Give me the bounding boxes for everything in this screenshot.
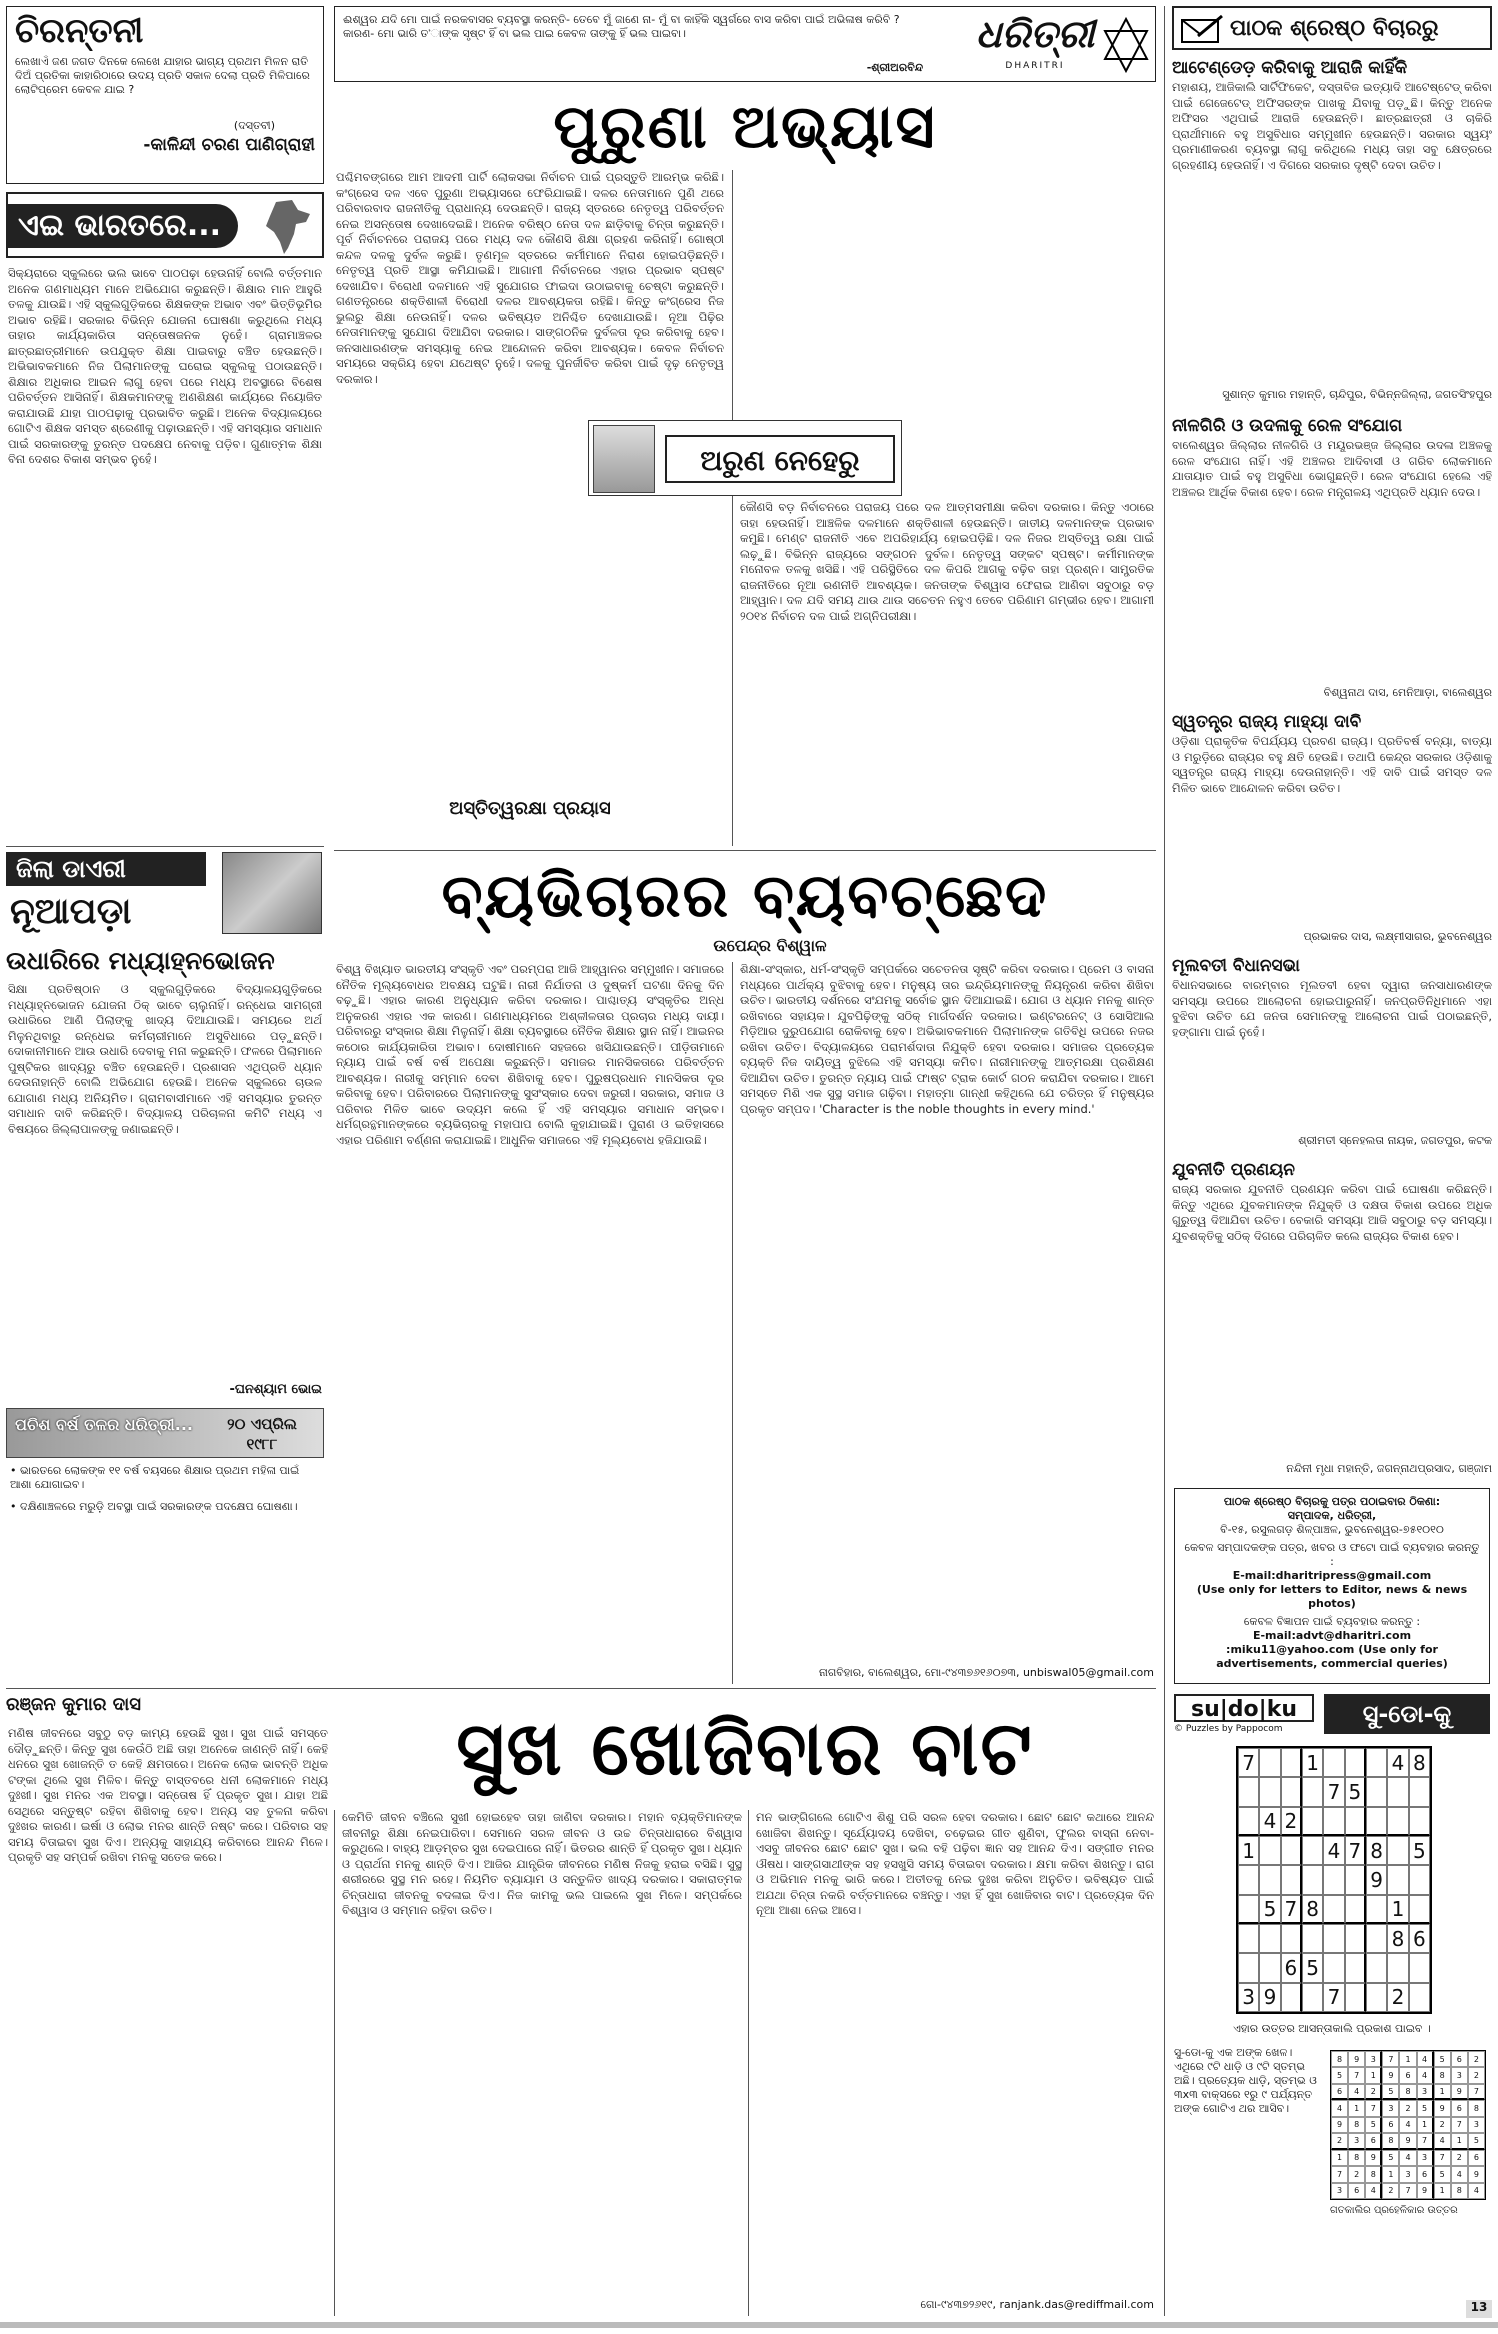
solution-cell: 2 — [1348, 2166, 1365, 2182]
sudoku-cell[interactable] — [1387, 1807, 1408, 1836]
solution-cell: 7 — [1468, 2084, 1485, 2100]
solution-cell: 4 — [1417, 2067, 1434, 2083]
purana-abhyasa-subhead: ଅସ୍ତିତ୍ୱରକ୍ଷା ପ୍ରୟାସ — [449, 798, 611, 819]
sudoku-cell[interactable] — [1345, 1895, 1366, 1924]
masthead-quote: ଈଶ୍ୱର ଯଦି ମୋ ପାଇଁ ନରକବାସର ବ୍ୟବସ୍ଥା କରନ୍ତି- ତେବେ ମୁଁ ଜାଣେ ନା- ମୁଁ ବା କାହିଁକି ସ୍ୱର୍ଗରେ ବାସ କରିବା ପାଇଁ ଅଭିଳାଷ କରିବି ? କାରଣ- ମୋ ଭାରି ତ’ାଙ୍କ ସୃଷ୍ଟ ହିଁ ବା ଭଲ ପାଇ କେବଳ ତାଙ୍କୁ ହିଁ ଭଲ ପାଇବା। — [343, 13, 900, 40]
sudoku-cell: 8 — [1302, 1895, 1323, 1924]
solution-cell: 1 — [1399, 2051, 1416, 2067]
sudoku-cell[interactable] — [1259, 1953, 1280, 1982]
purana-abhyasa-text-right: କୌଣସି ବଡ଼ ନିର୍ବାଚନରେ ପରାଜୟ ପରେ ଦଳ ଆତ୍ମସମୀକ୍ଷା କରିବା ଦରକାର। କିନ୍ତୁ ଏଠାରେ ତାହା ହେଉନାହିଁ। ଆଞ୍ଚଳିକ ଦଳମାନେ ଶକ୍ତିଶାଳୀ ହେଉଛନ୍ତି। ଜାତୀୟ ଦଳମାନଙ୍କ ପ୍ରଭାବ କମୁଛି। ମେଣ୍ଟ ରାଜନୀତି ଏବେ ଅପରିହାର୍ଯ୍ୟ ହୋଇପଡ଼ିଛି। ଦଳ ନିଜର ଅସ୍ତିତ୍ୱ ରକ୍ଷା ପାଇଁ ଲଢ଼ୁଛି। ବିଭିନ୍ନ ରାଜ୍ୟରେ ସଙ୍ଗଠନ ଦୁର୍ବଳ। ନେତୃତ୍ୱ ସଙ୍କଟ ସ୍ପଷ୍ଟ। କର୍ମୀମାନଙ୍କ ମନୋବଳ ତଳକୁ ଖସିଛି। ଏହି ପରିସ୍ଥିତିରେ ଦଳ କିପରି ଆଗକୁ ବଢ଼ିବ ତାହା ପ୍ରଶ୍ନ। ସାମ୍ପ୍ରତିକ ରାଜନୀତିରେ ନୂଆ ରଣନୀତି ଆବଶ୍ୟକ। ଜନତାଙ୍କ ବିଶ୍ୱାସ ଫେରାଇ ଆଣିବା ସବୁଠାରୁ ବଡ଼ ଆହ୍ୱାନ। ଦଳ ଯଦି ସମୟ ଥାଉ ଥାଉ ସଚେତନ ନହୁଏ ତେବେ ପରିଣାମ ଗମ୍ଭୀର ହେବ। ଆଗାମୀ ୨୦୧୪ ନିର୍ବାଚନ ଦଳ ପାଇଁ ଅଗ୍ନିପରୀକ୍ଷା। — [740, 500, 1154, 623]
sudoku-cell[interactable] — [1409, 1953, 1430, 1982]
dharitri-logo: ଧରିତ୍ରୀ — [975, 11, 1095, 56]
solution-cell: 4 — [1331, 2100, 1348, 2116]
sudoku-cell[interactable] — [1387, 1777, 1408, 1806]
solution-cell: 1 — [1434, 2084, 1451, 2100]
chirantani-heading: ଚିରନ୍ତନୀ — [15, 11, 144, 51]
sudoku-cell[interactable] — [1238, 1777, 1259, 1806]
author-name: ଅରୁଣ ନେହେରୁ — [665, 435, 895, 483]
letter-sign: ବିଶ୍ୱନାଥ ଦାସ, ମେନିଆଡ଼ା, ବାଲେଶ୍ୱର — [1323, 686, 1492, 699]
solution-cell: 3 — [1399, 2166, 1416, 2182]
solution-cell: 6 — [1382, 2117, 1399, 2133]
purana-abhyasa-headline: ପୁରୁଣା ଅଭ୍ୟାସ — [553, 92, 937, 162]
letter-body: ଓଡ଼ିଶା ପ୍ରାକୃତିକ ବିପର୍ଯ୍ୟୟ ପ୍ରବଣ ରାଜ୍ୟ। ପ୍ରତିବର୍ଷ ବନ୍ୟା, ବାତ୍ୟା ଓ ମରୁଡ଼ିରେ ରାଜ୍ୟର ବହୁ କ୍ଷତି ହେଉଛି। ତଥାପି କେନ୍ଦ୍ର ସରକାର ଓଡ଼ିଶାକୁ ସ୍ୱତନ୍ତ୍ର ରାଜ୍ୟ ମାହ୍ୟା ଦେଉନାହାନ୍ତି। ଏହି ଦାବି ପାଇଁ ସମସ୍ତ ଦଳ ମିଳିତ ଭାବେ ଆନ୍ଦୋଳନ କରିବା ଉଚିତ। — [1172, 734, 1492, 795]
sudoku-cell: 8 — [1366, 1836, 1387, 1865]
solution-cell: 8 — [1348, 2117, 1365, 2133]
sudoku-cell[interactable] — [1259, 1777, 1280, 1806]
sudoku-cell: 1 — [1302, 1748, 1323, 1777]
sudoku-cell[interactable] — [1281, 1865, 1302, 1894]
letter-body: ମହାଶୟ, ଆଜିକାଲି ସାର୍ଟିଫିକେଟ, ଦସ୍ତାବିଜ ଇତ୍ୟାଦି ଆଟେଷ୍ଟେଡ୍ କରିବା ପାଇଁ ଗେଜେଟେଡ୍ ଅଫିସରଙ୍କ ପାଖକୁ ଯିବାକୁ ପଡ଼ୁଛି। କିନ୍ତୁ ଅନେକ ଅଫିସର ଏଥିପାଇଁ ଆରାଜି ହେଉଛନ୍ତି। ଛାତ୍ରଛାତ୍ରୀ ଓ ଚାକିରି ପ୍ରାର୍ଥୀମାନେ ବହୁ ଅସୁବିଧାର ସମ୍ମୁଖୀନ ହେଉଛନ୍ତି। ସରକାର ସ୍ୱୟଂ ପ୍ରମାଣୀକରଣ ବ୍ୟବସ୍ଥା ଲାଗୁ କରିଥିଲେ ମଧ୍ୟ ତାହା ସବୁ କ୍ଷେତ୍ରରେ ଗ୍ରହଣୀୟ ହେଉନାହିଁ। ଏ ଦିଗରେ ସରକାର ଦୃଷ୍ଟି ଦେବା ଉଚିତ। — [1172, 80, 1492, 172]
letter-body: ରାଜ୍ୟ ସରକାର ଯୁବନୀତି ପ୍ରଣୟନ କରିବା ପାଇଁ ଘୋଷଣା କରିଛନ୍ତି। କିନ୍ତୁ ଏଥିରେ ଯୁବକମାନଙ୍କ ନିଯୁକ୍ତି ଓ ଦକ୍ଷତା ବିକାଶ ଉପରେ ଅଧିକ ଗୁରୁତ୍ୱ ଦିଆଯିବା ଉଚିତ। ବେକାରି ସମସ୍ୟା ଆଜି ସବୁଠାରୁ ବଡ଼ ସମସ୍ୟା। ଯୁବଶକ୍ତିକୁ ସଠିକ୍ ଦିଗରେ ପରିଚାଳିତ କଲେ ରାଜ୍ୟର ବିକାଶ ହେବ। — [1172, 1182, 1492, 1243]
page-number: 13 — [1466, 2300, 1492, 2318]
sudoku-cell: 5 — [1259, 1895, 1280, 1924]
solution-cell: 6 — [1399, 2067, 1416, 2083]
solution-cell: 9 — [1399, 2133, 1416, 2149]
sudoku-cell: 9 — [1259, 1983, 1280, 2012]
solution-cell: 5 — [1382, 2084, 1399, 2100]
pachis-barsa-label: ପଚିଶ ବର୍ଷ ତଳର ଧରିତ୍ରୀ... — [15, 1415, 193, 1434]
solution-cell: 9 — [1382, 2067, 1399, 2083]
sudoku-cell[interactable] — [1345, 1865, 1366, 1894]
solution-cell: 3 — [1451, 2067, 1468, 2083]
sudoku-cell[interactable] — [1366, 1953, 1387, 1982]
sudoku-cell: 5 — [1345, 1777, 1366, 1806]
solution-cell: 9 — [1331, 2117, 1348, 2133]
letter-title: ନୀଳଗିରି ଓ ଉଦଳାକୁ ରେଳ ସଂଯୋଗ — [1172, 416, 1403, 436]
sudoku-cell[interactable] — [1302, 1983, 1323, 2012]
sudoku-cell[interactable] — [1366, 1924, 1387, 1953]
sudoku-cell[interactable] — [1345, 1924, 1366, 1953]
sukha-text-2: କେମିତି ଜୀବନ ବଞ୍ଚିଲେ ସୁଖୀ ହୋଇହେବ ତାହା ଜାଣିବା ଦରକାର। ମହାନ ବ୍ୟକ୍ତିମାନଙ୍କ ଜୀବନୀରୁ ଶିକ୍ଷା ନେଇପାରିବା। ସେମାନେ ସରଳ ଜୀବନ ଓ ଉଚ୍ଚ ଚିନ୍ତାଧାରାରେ ବିଶ୍ୱାସ କରୁଥିଲେ। ବାହ୍ୟ ଆଡ଼ମ୍ବର ସୁଖ ଦେଇପାରେ ନାହିଁ। ଭିତରର ଶାନ୍ତି ହିଁ ପ୍ରକୃତ ସୁଖ। ଧ୍ୟାନ ଓ ପ୍ରାର୍ଥନା ମନକୁ ଶାନ୍ତି ଦିଏ। ଆଜିର ଯାନ୍ତ୍ରିକ ଜୀବନରେ ମଣିଷ ନିଜକୁ ହରାଇ ବସିଛି। ସୁସ୍ଥ ଶରୀରରେ ସୁସ୍ଥ ମନ ରହେ। ନିୟମିତ ବ୍ୟାୟାମ ଓ ସନ୍ତୁଳିତ ଖାଦ୍ୟ ଦରକାର। ସକାରାତ୍ମକ ଚିନ୍ତାଧାରା ଜୀବନକୁ ବଦଳାଇ ଦିଏ। ନିଜ କାମକୁ ଭଲ ପାଇଲେ ସୁଖ ମିଳେ। ସମ୍ପର୍କରେ ବିଶ୍ୱାସ ଓ ସମ୍ମାନ ରହିବା ଉଚିତ। — [342, 1810, 742, 1917]
sudoku-cell[interactable] — [1409, 1983, 1430, 2012]
sudoku-cell[interactable] — [1238, 1953, 1259, 1982]
sudoku-cell: 7 — [1323, 1983, 1344, 2012]
solution-cell: 2 — [1451, 2150, 1468, 2166]
solution-cell: 7 — [1399, 2183, 1416, 2199]
solution-cell: 1 — [1417, 2117, 1434, 2133]
sudoku-cell[interactable] — [1302, 1865, 1323, 1894]
letter-2 — [1172, 414, 1492, 706]
sudoku-cell[interactable] — [1238, 1807, 1259, 1836]
sudoku-credit: © Puzzles by Pappocom — [1174, 1724, 1283, 1734]
solution-cell: 1 — [1365, 2067, 1382, 2083]
solution-cell: 7 — [1348, 2067, 1365, 2083]
letter-sign: ନନ୍ଦିନୀ ମୃଧା ମହାନ୍ତି, ଜଗନ୍ନାଥପ୍ରସାଦ, ଗଞ୍ଜାମ — [1286, 1462, 1492, 1475]
sudoku-grid[interactable] — [1236, 1746, 1432, 2014]
byabhichara-headline: ବ୍ୟଭିଚାରର ବ୍ୟବଚ୍ଛେଦ — [441, 861, 1049, 931]
sudoku-cell[interactable] — [1323, 1807, 1344, 1836]
jila-diary-title: ଉଧାରିରେ ମଧ୍ୟାହ୍ନଭୋଜନ — [6, 946, 275, 975]
sudoku-cell: 4 — [1387, 1748, 1408, 1777]
india-map-icon — [258, 198, 316, 256]
solution-cell: 5 — [1434, 2051, 1451, 2067]
solution-cell: 5 — [1331, 2067, 1348, 2083]
jila-diary-header — [6, 852, 324, 938]
chirantani-box — [6, 6, 324, 184]
solution-cell: 6 — [1365, 2133, 1382, 2149]
sudoku-cell: 4 — [1323, 1836, 1344, 1865]
solution-cell: 3 — [1348, 2133, 1365, 2149]
masthead-quote-author: -ଶ୍ରୀଅରବିନ୍ଦ — [866, 61, 923, 74]
star-emblem-icon — [1101, 15, 1151, 75]
sudoku-cell[interactable] — [1409, 1777, 1430, 1806]
solution-cell: 7 — [1434, 2150, 1451, 2166]
byabhichara-signoff: ନାଗବିହାର, ବାଲେଶ୍ୱର, ମୋ-୯୪୩୭୬୧୬୦୭୩, unbiswal05@gmail.com — [819, 1666, 1154, 1679]
sudoku-cell[interactable] — [1259, 1865, 1280, 1894]
sudoku-cell: 5 — [1302, 1953, 1323, 1982]
byabhichara-text-right: ଶିକ୍ଷା-ସଂସ୍କାର, ଧର୍ମ-ସଂସ୍କୃତି ସମ୍ପର୍କରେ ସଚେତନତା ସୃଷ୍ଟି କରିବା ଦରକାର। ପ୍ରେମ ଓ ବାସନା ମଧ୍ୟରେ ପାର୍ଥକ୍ୟ ବୁଝିବାକୁ ହେବ। ମନୁଷ୍ୟ ତାର ଇନ୍ଦ୍ରିୟମାନଙ୍କୁ ନିୟନ୍ତ୍ରଣ କରିବା ଶିଖିବା ଉଚିତ। ଭାରତୀୟ ଦର୍ଶନରେ ସଂଯମକୁ ସର୍ବୋଚ୍ଚ ସ୍ଥାନ ଦିଆଯାଇଛି। ଯୋଗ ଓ ଧ୍ୟାନ ମନକୁ ଶାନ୍ତ ରଖିବାରେ ସହାୟକ। ଯୁବପିଢ଼ିଙ୍କୁ ସଠିକ୍ ମାର୍ଗଦର୍ଶନ ଦରକାର। ଇଣ୍ଟରନେଟ୍ ଓ ସୋସିଆଲ ମିଡ଼ିଆର ଦୁରୁପଯୋଗ ରୋକିବାକୁ ହେବ। ଅଭିଭାବକମାନେ ପିଲାମାନଙ୍କ ଗତିବିଧି ଉପରେ ନଜର ରଖିବା ଉଚିତ। ବିଦ୍ୟାଳୟରେ ପରାମର୍ଶଦାତା ନିଯୁକ୍ତି ହେବା ଦରକାର। ସମାଜର ପ୍ରତ୍ୟେକ ବ୍ୟକ୍ତି ନିଜ ଦାୟିତ୍ୱ ବୁଝିଲେ ଏହି ସମସ୍ୟା କମିବ। ନାରୀମାନଙ୍କୁ ଆତ୍ମରକ୍ଷା ପ୍ରଶିକ୍ଷଣ ଦିଆଯିବା ଉଚିତ। ତୁରନ୍ତ ନ୍ୟାୟ ପାଇଁ ଫାଷ୍ଟ ଟ୍ରାକ କୋର୍ଟ ଗଠନ କରାଯିବା ଦରକାର। ଆମେ ସମସ୍ତେ ମିଶି ଏକ ସୁସ୍ଥ ସମାଜ ଗଢ଼ିବା। ମହାତ୍ମା ଗାନ୍ଧୀ କହିଥିଲେ ଯେ ଚରିତ୍ର ହିଁ ମନୁଷ୍ୟର ପ୍ରକୃତ ସମ୍ପଦ। 'Character is the noble thoughts in every mind.' — [740, 962, 1154, 1116]
letter-title: ସ୍ୱତନ୍ତ୍ର ରାଜ୍ୟ ମାହ୍ୟା ଦାବି — [1172, 712, 1362, 732]
solution-cell: 7 — [1365, 2100, 1382, 2116]
letter-4 — [1172, 954, 1492, 1154]
contact-email-ads[interactable]: E-mail:advt@dharitri.com — [1252, 1629, 1412, 1642]
solution-cell: 3 — [1417, 2084, 1434, 2100]
sudoku-cell: 9 — [1366, 1865, 1387, 1894]
pachis-barsa-date: ୨୦ ଏପ୍ରିଲ — [227, 1415, 297, 1433]
solution-cell: 1 — [1434, 2183, 1451, 2199]
solution-cell: 9 — [1365, 2150, 1382, 2166]
solution-cell: 2 — [1468, 2051, 1485, 2067]
pathaka-heading: ପାଠକ ଶ୍ରେଷ୍ଠ ବିଚାରରୁ — [1230, 16, 1439, 41]
jila-diary-district: ନୂଆପଡ଼ା — [10, 891, 132, 932]
ei-bharatare-text: ସିକ୍ୟରାରେ ସ୍କୁଲରେ ଭଲ ଭାବେ ପାଠପଢ଼ା ହେଉନାହିଁ ବୋଲି ବର୍ତ୍ତମାନ ଅନେକ ଗଣମାଧ୍ୟମ ମାନେ ଅଭିଯୋଗ କରୁଛନ୍ତି। ଶିକ୍ଷାର ମାନ ଆହୁରି ତଳକୁ ଯାଉଛି। ଏହି ସ୍କୁଲଗୁଡ଼ିକରେ ଶିକ୍ଷକଙ୍କ ଅଭାବ ଏବଂ ଭିତ୍ତିଭୂମିର ଅଭାବ ରହିଛି। ସରକାର ବିଭିନ୍ନ ଯୋଜନା ଘୋଷଣା କରୁଥିଲେ ମଧ୍ୟ ତାହାର କାର୍ଯ୍ୟକାରିତା ସନ୍ତୋଷଜନକ ନୁହେଁ। ଗ୍ରାମାଞ୍ଚଳର ଛାତ୍ରଛାତ୍ରୀମାନେ ଉପଯୁକ୍ତ ଶିକ୍ଷା ପାଇବାରୁ ବଞ୍ଚିତ ହେଉଛନ୍ତି। ଅଭିଭାବକମାନେ ନିଜ ପିଲାମାନଙ୍କୁ ଘରୋଇ ସ୍କୁଲକୁ ପଠାଉଛନ୍ତି। ଶିକ୍ଷାର ଅଧିକାର ଆଇନ ଲାଗୁ ହେବା ପରେ ମଧ୍ୟ ଅବସ୍ଥାରେ ବିଶେଷ ପରିବର୍ତ୍ତନ ଆସିନାହିଁ। ଶିକ୍ଷକମାନଙ୍କୁ ଅଣଶିକ୍ଷଣ କାର୍ଯ୍ୟରେ ନିୟୋଜିତ କରାଯାଉଛି ଯାହା ପାଠପଢ଼ାକୁ ପ୍ରଭାବିତ କରୁଛି। ଅନେକ ବିଦ୍ୟାଳୟରେ ଗୋଟିଏ ଶିକ୍ଷକ ସମସ୍ତ ଶ୍ରେଣୀକୁ ପଢ଼ାଉଛନ୍ତି। ଏହି ସମସ୍ୟାର ସମାଧାନ ପାଇଁ ସରକାରଙ୍କୁ ତୁରନ୍ତ ପଦକ୍ଷେପ ନେବାକୁ ପଡ଼ିବ। ଗୁଣାତ୍ମକ ଶିକ୍ଷା ବିନା ଦେଶର ବିକାଶ ସମ୍ଭବ ନୁହେଁ। — [8, 266, 322, 466]
solution-cell: 3 — [1331, 2183, 1348, 2199]
sudoku-brand-odia: ସୁ-ଡୋ-କୁ — [1324, 1694, 1490, 1734]
solution-cell: 4 — [1365, 2183, 1382, 2199]
solution-cell: 9 — [1434, 2100, 1451, 2116]
sudoku-cell[interactable] — [1345, 1807, 1366, 1836]
jila-diary-author: -ଘନଶ୍ୟାମ ଭୋଇ — [229, 1382, 322, 1397]
solution-cell: 7 — [1331, 2166, 1348, 2182]
sudoku-cell: 7 — [1345, 1836, 1366, 1865]
solution-cell: 6 — [1348, 2183, 1365, 2199]
solution-cell: 7 — [1417, 2133, 1434, 2149]
contact-box — [1174, 1488, 1490, 1684]
solution-cell: 2 — [1365, 2084, 1382, 2100]
chirantani-text: ଲେଖାଏଁ ଜଣ ଜଗତ ଦିନକେ ଲେଖେ ଯାହାର ଭାଗ୍ୟ ପ୍ରଥମ ମିଳନ ରାତି ଦିଅଁ ପ୍ରତିକା କାହାରିଠାରେ ଉଦୟ ପ୍ରତି ସକାଳ ଦେଲା ପ୍ରତି ମିଳିପାରେ ଲୋଟିପ୍ରେମ କେବଳ ଯାଇ ? — [15, 55, 310, 96]
solution-cell: 6 — [1468, 2150, 1485, 2166]
solution-cell: 2 — [1382, 2183, 1399, 2199]
author-photo — [593, 425, 655, 493]
solution-cell: 5 — [1434, 2166, 1451, 2182]
sudoku-cell: 7 — [1281, 1895, 1302, 1924]
sudoku-cell[interactable] — [1259, 1924, 1280, 1953]
solution-cell: 2 — [1331, 2133, 1348, 2149]
solution-cell: 9 — [1468, 2166, 1485, 2182]
solution-cell: 6 — [1451, 2051, 1468, 2067]
solution-cell: 4 — [1434, 2133, 1451, 2149]
sukha-author: ରଞ୍ଜନ କୁମାର ଦାସ — [6, 1694, 141, 1715]
solution-cell: 4 — [1468, 2183, 1485, 2199]
contact-email-editor-note: (Use only for letters to Editor, news & news photos) — [1196, 1583, 1468, 1610]
solution-cell: 5 — [1365, 2117, 1382, 2133]
sudoku-header — [1174, 1694, 1490, 1738]
letter-sign: ଶ୍ରୀମତୀ ସ୍ନେହଲତା ନାୟକ, ଜଗତପୁର, କଟକ — [1298, 1134, 1492, 1147]
sudoku-cell[interactable] — [1281, 1924, 1302, 1953]
sudoku-cell[interactable] — [1345, 1983, 1366, 2012]
ei-bharatare-banner — [6, 192, 324, 258]
jila-diary-text: ସିକ୍ଷା ପ୍ରତିଷ୍ଠାନ ଓ ସ୍କୁଲଗୁଡ଼ିକରେ ବିଦ୍ୟାଳୟଗୁଡ଼ିକରେ ମଧ୍ୟାହ୍ନଭୋଜନ ଯୋଜନା ଠିକ୍ ଭାବେ ଚାଲୁନାହିଁ। ରନ୍ଧେଇ ସାମଗ୍ରୀ ଉଧାରିରେ ଆଣି ପିଲାଙ୍କୁ ଖାଦ୍ୟ ଦିଆଯାଉଛି। ସମୟରେ ଅର୍ଥ ମିଳୁନଥିବାରୁ ରନ୍ଧେଇ କର୍ମଚାରୀମାନେ ଅସୁବିଧାରେ ପଡ଼ୁଛନ୍ତି। ଦୋକାନୀମାନେ ଆଉ ଉଧାରି ଦେବାକୁ ମନା କରୁଛନ୍ତି। ଫଳରେ ପିଲାମାନେ ପୁଷ୍ଟିକର ଖାଦ୍ୟରୁ ବଞ୍ଚିତ ହେଉଛନ୍ତି। ପ୍ରଶାସନ ଏଥିପ୍ରତି ଧ୍ୟାନ ଦେଉନାହାନ୍ତି ବୋଲି ଅଭିଯୋଗ ହେଉଛି। ଅନେକ ସ୍କୁଲରେ ଚାଉଳ ଯୋଗାଣ ମଧ୍ୟ ଅନିୟମିତ। ଗ୍ରାମବାସୀମାନେ ଏହି ସମସ୍ୟାର ତୁରନ୍ତ ସମାଧାନ ଦାବି କରିଛନ୍ତି। ବିଦ୍ୟାଳୟ ପରିଚାଳନା କମିଟି ମଧ୍ୟ ଏ ବିଷୟରେ ଜିଲ୍ଲାପାଳଙ୍କୁ ଜଣାଇଛନ୍ତି। — [8, 982, 322, 1136]
solution-cell: 4 — [1399, 2117, 1416, 2133]
solution-cell: 4 — [1417, 2051, 1434, 2067]
letter-sign: ସୁଶାନ୍ତ କୁମାର ମହାନ୍ତି, ଚାନ୍ଦିପୁର, ବିଭିନ୍ନଜିଲ୍ଲା, ଜଗତସିଂହପୁର — [1222, 388, 1492, 401]
solution-cell: 7 — [1451, 2117, 1468, 2133]
sudoku-cell: 4 — [1259, 1807, 1280, 1836]
sudoku-cell: 7 — [1323, 1777, 1344, 1806]
contact-line-ads: କେବଳ ବିଜ୍ଞାପନ ପାଇଁ ବ୍ୟବହାର କରନ୍ତୁ : — [1243, 1615, 1421, 1628]
sudoku-cell[interactable] — [1323, 1895, 1344, 1924]
solution-cell: 8 — [1434, 2067, 1451, 2083]
sudoku-cell[interactable] — [1302, 1777, 1323, 1806]
sudoku-cell[interactable] — [1387, 1953, 1408, 1982]
sudoku-cell[interactable] — [1387, 1836, 1408, 1865]
letter-3 — [1172, 710, 1492, 950]
byabhichara-author: ଉପେନ୍ଦ୍ର ବିଶ୍ୱାଳ — [713, 936, 827, 955]
masthead-strip — [334, 6, 1156, 82]
sudoku-rules: ସୁ-ଡୋ-କୁ ଏକ ଅଙ୍କ ଖେଳ। ଏଥିରେ ୯ଟି ଧାଡ଼ି ଓ ୯ଟି ସ୍ତମ୍ଭ ଅଛି। ପ୍ରତ୍ୟେକ ଧାଡ଼ି, ସ୍ତମ୍ଭ ଓ ୩x୩ ବାକ୍ସରେ ୧ରୁ ୯ ପର୍ଯ୍ୟନ୍ତ ଅଙ୍କ ଗୋଟିଏ ଥର ଆସିବ। — [1174, 2046, 1317, 2115]
solution-cell: 1 — [1382, 2166, 1399, 2182]
sudoku-cell: 8 — [1409, 1748, 1430, 1777]
sudoku-cell: 5 — [1409, 1836, 1430, 1865]
sudoku-cell[interactable] — [1323, 1865, 1344, 1894]
solution-cell: 3 — [1382, 2100, 1399, 2116]
sukha-text-1: ମଣିଷ ଜୀବନରେ ସବୁଠୁ ବଡ଼ କାମ୍ୟ ହେଉଛି ସୁଖ। ସୁଖ ପାଇଁ ସମସ୍ତେ ଦୌଡ଼ୁଛନ୍ତି। କିନ୍ତୁ ସୁଖ କେଉଁଠି ଅଛି ତାହା ଅନେକେ ଜାଣନ୍ତି ନାହିଁ। କେହି ଧନରେ ସୁଖ ଖୋଜନ୍ତି ତ କେହି କ୍ଷମତାରେ। ଅନେକ ଲୋକ ଭାବନ୍ତି ଅଧିକ ଟଙ୍କା ଥିଲେ ସୁଖ ମିଳିବ। କିନ୍ତୁ ବାସ୍ତବରେ ଧନୀ ଲୋକମାନେ ମଧ୍ୟ ଦୁଃଖୀ। ସୁଖ ମନର ଏକ ଅବସ୍ଥା। ସନ୍ତୋଷ ହିଁ ପ୍ରକୃତ ସୁଖ। ଯାହା ଅଛି ସେଥିରେ ସନ୍ତୁଷ୍ଟ ରହିବା ଶିଖିବାକୁ ହେବ। ଅନ୍ୟ ସହ ତୁଳନା କରିବା ଦୁଃଖର କାରଣ। ଇର୍ଷା ଓ ଲୋଭ ମନର ଶାନ୍ତି ନଷ୍ଟ କରେ। ପରିବାର ସହ ସମୟ ବିତାଇବା ସୁଖ ଦିଏ। ଅନ୍ୟକୁ ସାହାଯ୍ୟ କରିବାରେ ଆନନ୍ଦ ମିଳେ। ପ୍ରକୃତି ସହ ସମ୍ପର୍କ ରଖିବା ମନକୁ ସତେଜ କରେ। — [8, 1726, 328, 1864]
solution-cell: 7 — [1382, 2051, 1399, 2067]
sudoku-cell[interactable] — [1302, 1807, 1323, 1836]
contact-email-editor[interactable]: E-mail:dharitripress@gmail.com — [1232, 1569, 1432, 1582]
solution-cell: 4 — [1451, 2166, 1468, 2182]
solution-cell: 2 — [1468, 2067, 1485, 2083]
sudoku-cell[interactable] — [1281, 1983, 1302, 2012]
sudoku-cell[interactable] — [1366, 1777, 1387, 1806]
sudoku-cell[interactable] — [1302, 1836, 1323, 1865]
sudoku-cell[interactable] — [1323, 1748, 1344, 1777]
chirantani-author: -କାଳିନ୍ଦୀ ଚରଣ ପାଣିଗ୍ରାହୀ — [143, 135, 315, 155]
solution-cell: 4 — [1348, 2084, 1365, 2100]
sudoku-cell[interactable] — [1281, 1748, 1302, 1777]
letter-body: ବାଲେଶ୍ୱର ଜିଲ୍ଲାର ନୀଳଗିରି ଓ ମୟୂରଭଞ୍ଜ ଜିଲ୍ଲାର ଉଦଳା ଅଞ୍ଚଳକୁ ରେଳ ସଂଯୋଗ ନାହିଁ। ଏହି ଅଞ୍ଚଳର ଆଦିବାସୀ ଓ ଗରିବ ଲୋକମାନେ ଯାତାୟାତ ପାଇଁ ବହୁ ଅସୁବିଧା ଭୋଗୁଛନ୍ତି। ରେଳ ସଂଯୋଗ ହେଲେ ଏହି ଅଞ୍ଚଳର ଆର୍ଥିକ ବିକାଶ ହେବ। ରେଳ ମନ୍ତ୍ରାଳୟ ଏଥିପ୍ରତି ଧ୍ୟାନ ଦେଉ। — [1172, 438, 1492, 499]
contact-line-editor: କେବଳ ସମ୍ପାଦକଙ୍କ ପତ୍ର, ଖବର ଓ ଫଟୋ ପାଇଁ ବ୍ୟବହାର କରନ୍ତୁ : — [1184, 1541, 1480, 1568]
sudoku-cell[interactable] — [1409, 1895, 1430, 1924]
solution-cell: 8 — [1382, 2133, 1399, 2149]
solution-cell: 3 — [1365, 2051, 1382, 2067]
letter-title: ଯୁବନୀତି ପ୍ରଣୟନ — [1172, 1160, 1295, 1180]
solution-cell: 3 — [1468, 2117, 1485, 2133]
letter-1 — [1172, 56, 1492, 410]
letter-5 — [1172, 1158, 1492, 1482]
sudoku-cell[interactable] — [1409, 1807, 1430, 1836]
solution-cell: 8 — [1399, 2084, 1416, 2100]
solution-cell: 5 — [1417, 2100, 1434, 2116]
sudoku-cell: 6 — [1409, 1924, 1430, 1953]
sudoku-cell[interactable] — [1345, 1748, 1366, 1777]
pachis-barsa-banner — [6, 1408, 324, 1458]
sukha-signoff: ଗୋ-୯୪୩୭୨୬୧୯, ranjank.das@rediffmail.com — [920, 2298, 1154, 2311]
sudoku-cell: 8 — [1387, 1924, 1408, 1953]
solution-cell: 3 — [1417, 2150, 1434, 2166]
dharitri-logo-sub: DHARITRI — [1005, 61, 1065, 71]
sudoku-cell[interactable] — [1366, 1895, 1387, 1924]
solution-cell: 6 — [1331, 2084, 1348, 2100]
pachis-barsa-item-text: ଦକ୍ଷିଣାଞ୍ଚଳରେ ମରୁଡ଼ି ଅବସ୍ଥା ପାଇଁ ସରକାରଙ୍କ ପଦକ୍ଷେପ ଘୋଷଣା। — [20, 1500, 298, 1513]
solution-cell: 8 — [1451, 2183, 1468, 2199]
sudoku-cell[interactable] — [1366, 1983, 1387, 2012]
sudoku-cell[interactable] — [1259, 1836, 1280, 1865]
contact-address: ବି-୧୫, ରସୁଲଗଡ଼ ଶିଳ୍ପାଞ୍ଚଳ, ଭୁବନେଶ୍ୱର-୭୫୧୦୧୦ — [1220, 1523, 1444, 1536]
sudoku-cell[interactable] — [1238, 1924, 1259, 1953]
solution-cell: 6 — [1417, 2166, 1434, 2182]
solution-cell: 1 — [1348, 2100, 1365, 2116]
purana-abhyasa-text-left: ପଶ୍ଚିମବଙ୍ଗରେ ଆମ ଆଦମୀ ପାର୍ଟି ଲୋକସଭା ନିର୍ବାଚନ ପାଇଁ ପ୍ରସ୍ତୁତି ଆରମ୍ଭ କରିଛି। କଂଗ୍ରେସ ଦଳ ଏବେ ପୁରୁଣା ଅଭ୍ୟାସରେ ଫେରିଯାଇଛି। ଦଳର ନେତାମାନେ ପୁଣି ଥରେ ପରିବାରବାଦ ରାଜନୀତିକୁ ପ୍ରାଧାନ୍ୟ ଦେଉଛନ୍ତି। ରାଜ୍ୟ ସ୍ତରରେ ନେତୃତ୍ୱ ପରିବର୍ତ୍ତନ ନେଇ ଅସନ୍ତୋଷ ଦେଖାଦେଇଛି। ଅନେକ ବରିଷ୍ଠ ନେତା ଦଳ ଛାଡ଼ିବାକୁ ଚିନ୍ତା କରୁଛନ୍ତି। ପୂର୍ବ ନିର୍ବାଚନରେ ପରାଜୟ ପରେ ମଧ୍ୟ ଦଳ କୌଣସି ଶିକ୍ଷା ଗ୍ରହଣ କରିନାହିଁ। ଗୋଷ୍ଠୀ କନ୍ଦଳ ଦଳକୁ ଦୁର୍ବଳ କରୁଛି। ତୃଣମୂଳ ସ୍ତରରେ କର୍ମୀମାନେ ନିରାଶ ହୋଇପଡ଼ିଛନ୍ତି। ନେତୃତ୍ୱ ପ୍ରତି ଆସ୍ଥା କମିଯାଇଛି। ଆଗାମୀ ନିର୍ବାଚନରେ ଏହାର ପ୍ରଭାବ ସ୍ପଷ୍ଟ ଦେଖାଯିବ। ବିରୋଧୀ ଦଳମାନେ ଏହି ସୁଯୋଗର ଫାଇଦା ଉଠାଇବାକୁ ଚେଷ୍ଟା କରୁଛନ୍ତି। ଗଣତନ୍ତ୍ରରେ ଶକ୍ତିଶାଳୀ ବିରୋଧୀ ଦଳର ଆବଶ୍ୟକତା ରହିଛି। କିନ୍ତୁ କଂଗ୍ରେସ ନିଜ ଭୁଲରୁ ଶିକ୍ଷା ନେଉନାହିଁ। ଦଳର ଭବିଷ୍ୟତ ଅନିଶ୍ଚିତ ଦେଖାଯାଉଛି। ନୂଆ ପିଢ଼ିର ନେତାମାନଙ୍କୁ ସୁଯୋଗ ଦିଆଯିବା ଦରକାର। ସାଙ୍ଗଠନିକ ଦୁର୍ବଳତା ଦୂର କରିବାକୁ ହେବ। ଜନସାଧାରଣଙ୍କ ସମସ୍ୟାକୁ ନେଇ ଆନ୍ଦୋଳନ କରିବା ଆବଶ୍ୟକ। କେବଳ ନିର୍ବାଚନ ସମୟରେ ସକ୍ରିୟ ହେବା ଯଥେଷ୍ଟ ନୁହେଁ। ଦଳକୁ ପୁନର୍ଜୀବିତ କରିବା ପାଇଁ ଦୃଢ଼ ନେତୃତ୍ୱ ଦରକାର। — [336, 170, 724, 386]
sudoku-cell: 7 — [1238, 1748, 1259, 1777]
sudoku-cell[interactable] — [1387, 1865, 1408, 1894]
pachis-barsa-item: • ଦକ୍ଷିଣାଞ୍ଚଳରେ ମରୁଡ଼ି ଅବସ୍ଥା ପାଇଁ ସରକାରଙ୍କ ପଦକ୍ଷେପ ଘୋଷଣା। — [10, 1500, 298, 1513]
sudoku-cell[interactable] — [1409, 1865, 1430, 1894]
solution-cell: 1 — [1451, 2133, 1468, 2149]
pachis-barsa-item-text: ଭାରତରେ ଲୋକଙ୍କ ୧୧ ବର୍ଷ ବୟସରେ ଶିକ୍ଷାର ପ୍ରଥମ ମହିଳା ପାଇଁ ଆଶା ଯୋଗାଇବ। — [10, 1464, 300, 1491]
solution-cell: 8 — [1365, 2166, 1382, 2182]
letter-title: ମୂଲବତୀ ବିଧାନସଭା — [1172, 956, 1300, 976]
letter-title: ଆଟେଣ୍ଡେଡ଼ କରିବାକୁ ଆରାଜି କାହିଁକି — [1172, 58, 1408, 78]
pen-letter-icon — [1180, 14, 1224, 44]
sudoku-brand: su|do|ku — [1174, 1694, 1314, 1722]
contact-title: ପାଠକ ଶ୍ରେଷ୍ଠ ବିଚାରକୁ ପତ୍ର ପଠାଇବାର ଠିକଣା: — [1223, 1495, 1441, 1508]
solution-cell: 1 — [1331, 2150, 1348, 2166]
sudoku-cell[interactable] — [1345, 1953, 1366, 1982]
solution-cell: 6 — [1451, 2100, 1468, 2116]
solution-cell: 2 — [1399, 2100, 1416, 2116]
sudoku-cell: 1 — [1387, 1895, 1408, 1924]
yesterday-solution-grid — [1330, 2050, 1486, 2200]
sudoku-cell: 2 — [1281, 1807, 1302, 1836]
solution-cell: 4 — [1399, 2150, 1416, 2166]
sudoku-cell[interactable] — [1366, 1807, 1387, 1836]
sudoku-answer-note: ଏହାର ଉତ୍ତର ଆସନ୍ତାକାଲି ପ୍ରକାଶ ପାଇବ । — [1233, 2022, 1431, 2035]
pathaka-header — [1172, 6, 1492, 50]
byabhichara-text-left: ବିଶ୍ୱ ବିଖ୍ୟାତ ଭାରତୀୟ ସଂସ୍କୃତି ଏବଂ ପରମ୍ପରା ଆଜି ଆହ୍ୱାନର ସମ୍ମୁଖୀନ। ସମାଜରେ ନୈତିକ ମୂଲ୍ୟବୋଧର ଅବକ୍ଷୟ ଘଟୁଛି। ନାରୀ ନିର୍ଯାତନା ଓ ଦୁଷ୍କର୍ମ ଘଟଣା ଦିନକୁ ଦିନ ବଢ଼ୁଛି। ଏହାର କାରଣ ଅନୁଧ୍ୟାନ କରିବା ଦରକାର। ପାଶ୍ଚାତ୍ୟ ସଂସ୍କୃତିର ଅନ୍ଧ ଅନୁକରଣ ଏହାର ଏକ କାରଣ। ଗଣମାଧ୍ୟମରେ ଅଶ୍ଳୀଳତାର ପ୍ରଚାର ମଧ୍ୟ ଦାୟୀ। ପରିବାରରୁ ସଂସ୍କାର ଶିକ୍ଷା ମିଳୁନାହିଁ। ଶିକ୍ଷା ବ୍ୟବସ୍ଥାରେ ନୈତିକ ଶିକ୍ଷାର ସ୍ଥାନ ନାହିଁ। ଆଇନର କଠୋର କାର୍ଯ୍ୟକାରିତା ଅଭାବ। ଦୋଷୀମାନେ ସହଜରେ ଖସିଯାଉଛନ୍ତି। ପୀଡ଼ିତାମାନେ ନ୍ୟାୟ ପାଇଁ ବର୍ଷ ବର୍ଷ ଅପେକ୍ଷା କରୁଛନ୍ତି। ସମାଜର ମାନସିକତାରେ ପରିବର୍ତ୍ତନ ଆବଶ୍ୟକ। ନାରୀକୁ ସମ୍ମାନ ଦେବା ଶିଖିବାକୁ ହେବ। ପୁରୁଷପ୍ରଧାନ ମାନସିକତା ଦୂର କରିବାକୁ ହେବ। ପରିବାରରେ ପିଲାମାନଙ୍କୁ ସୁସଂସ୍କାର ଦେବା ଜରୁରୀ। ସରକାର, ସମାଜ ଓ ପରିବାର ମିଳିତ ଭାବେ ଉଦ୍ୟମ କଲେ ହିଁ ଏହି ସମସ୍ୟାର ସମାଧାନ ସମ୍ଭବ। ଧର୍ମଗ୍ରନ୍ଥମାନଙ୍କରେ ବ୍ୟଭିଚାରକୁ ମହାପାପ ବୋଲି କୁହାଯାଇଛି। ପୁରାଣ ଓ ଇତିହାସରେ ଏହାର ପରିଣାମ ବର୍ଣ୍ଣନା କରାଯାଇଛି। ଆଧୁନିକ ସମାଜରେ ଏହି ମୂଲ୍ୟବୋଧ ହଜିଯାଉଛି। — [336, 962, 724, 1147]
letter-body: ବିଧାନସଭାରେ ବାରମ୍ବାର ମୂଲତବୀ ହେବା ଦ୍ୱାରା ଜନସାଧାରଣଙ୍କ ସମସ୍ୟା ଉପରେ ଆଲୋଚନା ହୋଇପାରୁନାହିଁ। ଜନପ୍ରତିନିଧିମାନେ ଏହା ବୁଝିବା ଉଚିତ ଯେ ଜନତା ସେମାନଙ୍କୁ ଆଲୋଚନା ପାଇଁ ପଠାଇଛନ୍ତି, ହଙ୍ଗାମା ପାଇଁ ନୁହେଁ। — [1172, 978, 1492, 1039]
solution-cell: 5 — [1468, 2133, 1485, 2149]
district-photo — [222, 852, 322, 934]
sudoku-cell[interactable] — [1323, 1953, 1344, 1982]
letter-sign: ପ୍ରଭାକର ଦାସ, ଲକ୍ଷ୍ମୀସାଗର, ଭୁବନେଶ୍ୱର — [1303, 930, 1492, 943]
sudoku-cell[interactable] — [1302, 1924, 1323, 1953]
sudoku-cell[interactable] — [1366, 1748, 1387, 1777]
ei-bharatare-heading: ଏଇ ଭାରତରେ... — [8, 204, 238, 248]
sudoku-cell[interactable] — [1238, 1865, 1259, 1894]
sudoku-cell[interactable] — [1259, 1748, 1280, 1777]
sudoku-cell: 2 — [1387, 1983, 1408, 2012]
solution-cell: 9 — [1417, 2183, 1434, 2199]
solution-cell: 8 — [1331, 2051, 1348, 2067]
sudoku-cell[interactable] — [1238, 1895, 1259, 1924]
sudoku-cell[interactable] — [1281, 1777, 1302, 1806]
sukha-headline: ସୁଖ ଖୋଜିବାର ବାଟ — [456, 1706, 1034, 1792]
solution-cell: 8 — [1468, 2100, 1485, 2116]
pachis-barsa-year: ୧୯୮୮ — [246, 1435, 278, 1453]
chirantani-source: (ଦସ୍ତବୀ) — [233, 119, 275, 132]
jila-diary-label: ଜିଲା ଡାଏରୀ — [6, 852, 206, 886]
solution-cell: 5 — [1382, 2150, 1399, 2166]
sudoku-cell[interactable] — [1281, 1836, 1302, 1865]
sudoku-cell: 1 — [1238, 1836, 1259, 1865]
solution-cell: 9 — [1451, 2084, 1468, 2100]
solution-cell: 8 — [1348, 2150, 1365, 2166]
contact-email-ads-2[interactable]: :miku11@yahoo.com (Use only for advertisements, commercial queries) — [1216, 1643, 1448, 1670]
sukha-text-3: ମନ ଭାଙ୍ଗିଗଲେ ଗୋଟିଏ ଶିଶୁ ପରି ସରଳ ହେବା ଦରକାର। ଛୋଟ ଛୋଟ କଥାରେ ଆନନ୍ଦ ଖୋଜିବା ଶିଖନ୍ତୁ। ସୂର୍ଯ୍ୟୋଦୟ ଦେଖିବା, ଚଢ଼େଇର ଗୀତ ଶୁଣିବା, ଫୁଲର ବାସ୍ନା ନେବା- ଏସବୁ ଜୀବନର ଛୋଟ ଛୋଟ ସୁଖ। ଭଲ ବହି ପଢ଼ିବା ଜ୍ଞାନ ସହ ଆନନ୍ଦ ଦିଏ। ସଙ୍ଗୀତ ମନର ଔଷଧ। ସାଙ୍ଗସାଥୀଙ୍କ ସହ ହସଖୁସି ସମୟ ବିତାଇବା ଦରକାର। କ୍ଷମା କରିବା ଶିଖନ୍ତୁ। ରାଗ ଓ ଅଭିମାନ ମନକୁ ଭାରି କରେ। ଅତୀତକୁ ନେଇ ଦୁଃଖ କରିବା ଅନୁଚିତ। ଭବିଷ୍ୟତ ପାଇଁ ଅଯଥା ଚିନ୍ତା ନକରି ବର୍ତ୍ତମାନରେ ବଞ୍ଚନ୍ତୁ। ଏହା ହିଁ ସୁଖ ଖୋଜିବାର ବାଟ। ପ୍ରତ୍ୟେକ ଦିନ ନୂଆ ଆଶା ନେଇ ଆସେ। — [756, 1810, 1154, 1917]
sudoku-cell: 3 — [1238, 1983, 1259, 2012]
yesterday-label: ଗତକାଲିର ପ୍ରହେଳିକାର ଉତ୍ତର — [1330, 2205, 1458, 2216]
pachis-barsa-item: • ଭାରତରେ ଲୋକଙ୍କ ୧୧ ବର୍ଷ ବୟସରେ ଶିକ୍ଷାର ପ୍ରଥମ ମହିଳା ପାଇଁ ଆଶା ଯୋଗାଇବ। — [10, 1464, 300, 1491]
sudoku-cell[interactable] — [1323, 1924, 1344, 1953]
sudoku-cell: 6 — [1281, 1953, 1302, 1982]
contact-name: ସମ୍ପାଦକ, ଧରିତ୍ରୀ, — [1287, 1509, 1377, 1522]
solution-cell: 2 — [1434, 2117, 1451, 2133]
solution-cell: 9 — [1348, 2051, 1365, 2067]
